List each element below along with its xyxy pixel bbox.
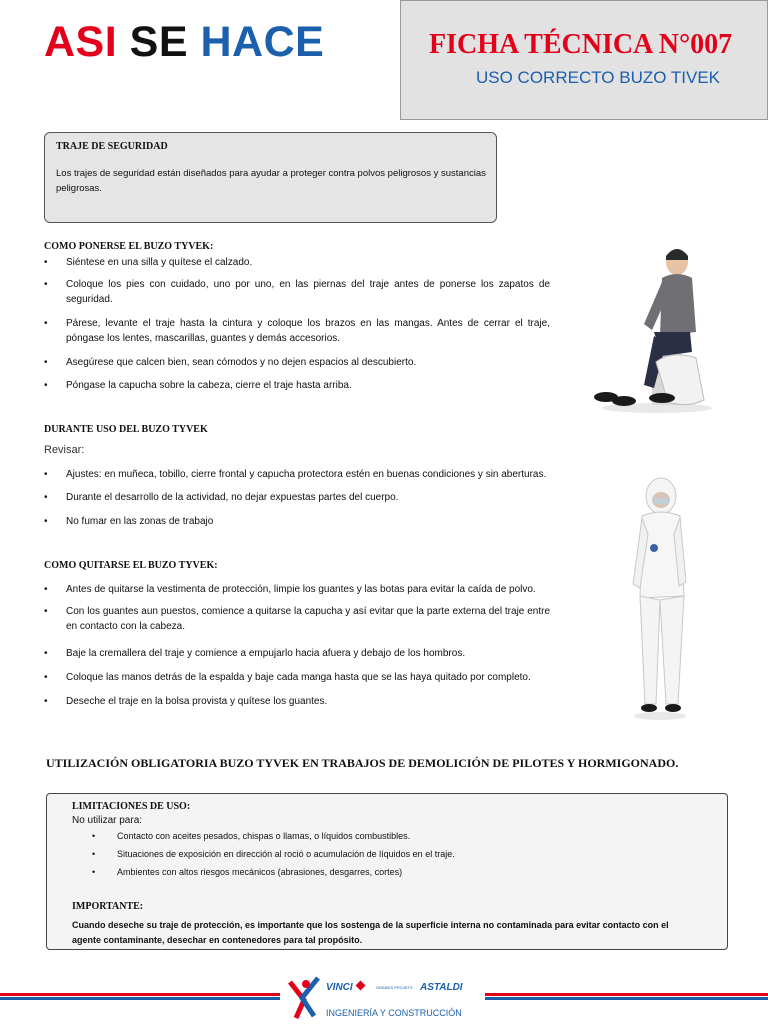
person-tyvek-suit-photo bbox=[628, 476, 692, 722]
vinci-logo-mark bbox=[356, 981, 366, 991]
mandatory-notice: UTILIZACIÓN OBLIGATORIA BUZO TYVEK EN TRABAJOS DE DEMOLICIÓN DE PILOTES Y HORMIGONADO. bbox=[46, 756, 679, 770]
list-item: • Ambientes con altos riesgos mecánicos (abrasiones, desgarres, cortes) bbox=[92, 867, 403, 877]
durante-title: DURANTE USO DEL BUZO TYVEK bbox=[44, 424, 208, 435]
brand-word-hace: HACE bbox=[200, 18, 325, 66]
list-item: • Deseche el traje en la bolsa provista y quítese los guantes. bbox=[44, 696, 328, 707]
list-item: • Ajustes: en muñeca, tobillo, cierre frontal y capucha protectora estén en buenas condiciones y sin aberturas. bbox=[44, 469, 547, 480]
brand-word-se: SE bbox=[129, 18, 189, 66]
list-item: • Antes de quitarse la vestimenta de protección, limpie los guantes y las botas para evitar la caída de polvo. bbox=[44, 584, 536, 595]
company-emblem-icon bbox=[284, 974, 324, 1022]
brand-title bbox=[44, 18, 324, 67]
list-item: • No fumar en las zonas de trabajo bbox=[44, 516, 214, 527]
importante-text: Cuando deseche su traje de protección, es importante que los sostenga de la superficie interna no contaminada para evitar contacto con el agente contaminante, desechar en contenedores para tal propósito. bbox=[72, 920, 669, 945]
limitaciones-title: LIMITACIONES DE USO: bbox=[72, 801, 191, 812]
intro-title: TRAJE DE SEGURIDAD bbox=[56, 141, 168, 152]
intro-box bbox=[44, 132, 497, 223]
quitarse-title: COMO QUITARSE EL BUZO TYVEK: bbox=[44, 560, 218, 571]
astaldi-logo-text: ASTALDI bbox=[420, 982, 463, 993]
list-item: • Contacto con aceites pesados, chispas o llamas, o líquidos combustibles. bbox=[92, 831, 411, 841]
grands-projets-text: GRANDS PROJETS bbox=[376, 985, 413, 990]
ficha-header-box bbox=[400, 0, 768, 120]
person-seated-photo bbox=[592, 240, 722, 415]
list-item: • Asegúrese que calcen bien, sean cómodos y no dejen espacios al descubierto. bbox=[44, 357, 417, 368]
ficha-subtitle: USO CORRECTO BUZO TIVEK bbox=[476, 68, 721, 87]
revisar-label: Revisar: bbox=[44, 444, 85, 456]
no-utilizar-label: No utilizar para: bbox=[72, 815, 143, 826]
list-item: • Coloque las manos detrás de la espalda y baje cada manga hasta que se las haya quitado por completo. bbox=[44, 672, 531, 683]
importante-title: IMPORTANTE: bbox=[72, 901, 144, 912]
list-item: • Con los guantes aun puestos, comience a quitarse la capucha y así evitar que la parte externa del traje entre en contacto con la cabeza. bbox=[44, 606, 550, 632]
footer-logo bbox=[280, 972, 485, 1024]
list-item: • Coloque los pies con cuidado, uno por uno, en las piernas del traje antes de ponerse los zapatos de seguridad. bbox=[44, 279, 550, 305]
list-item: • Siéntese en una silla y quítese el calzado. bbox=[44, 257, 253, 268]
ponerse-title: COMO PONERSE EL BUZO TYVEK: bbox=[44, 241, 214, 252]
list-item: • Párese, levante el traje hasta la cintura y coloque los brazos en las mangas. Antes de cerrar el traje, póngase los lentes, mascarillas, guantes y demás accesorios. bbox=[44, 318, 550, 344]
brand-word-asi: ASI bbox=[44, 18, 118, 66]
list-item: • Póngase la capucha sobre la cabeza, cierre el traje hasta arriba. bbox=[44, 380, 352, 391]
vinci-logo-text: VINCI bbox=[326, 982, 353, 993]
list-item: • Durante el desarrollo de la actividad, no dejar expuestas partes del cuerpo. bbox=[44, 492, 399, 503]
list-item: • Baje la cremallera del traje y comience a empujarlo hacia afuera y debajo de los hombros. bbox=[44, 648, 466, 659]
limitaciones-box bbox=[46, 793, 728, 950]
ficha-title: FICHA TÉCNICA N°007 bbox=[429, 29, 733, 60]
list-item: • Situaciones de exposición en dirección al roció o acumulación de líquidos en el traje. bbox=[92, 849, 455, 859]
intro-text: Los trajes de seguridad están diseñados para ayudar a proteger contra polvos peligrosos y sustancias peligrosas. bbox=[56, 168, 486, 194]
footer-tagline: INGENIERÍA Y CONSTRUCCIÓN bbox=[326, 1008, 462, 1018]
